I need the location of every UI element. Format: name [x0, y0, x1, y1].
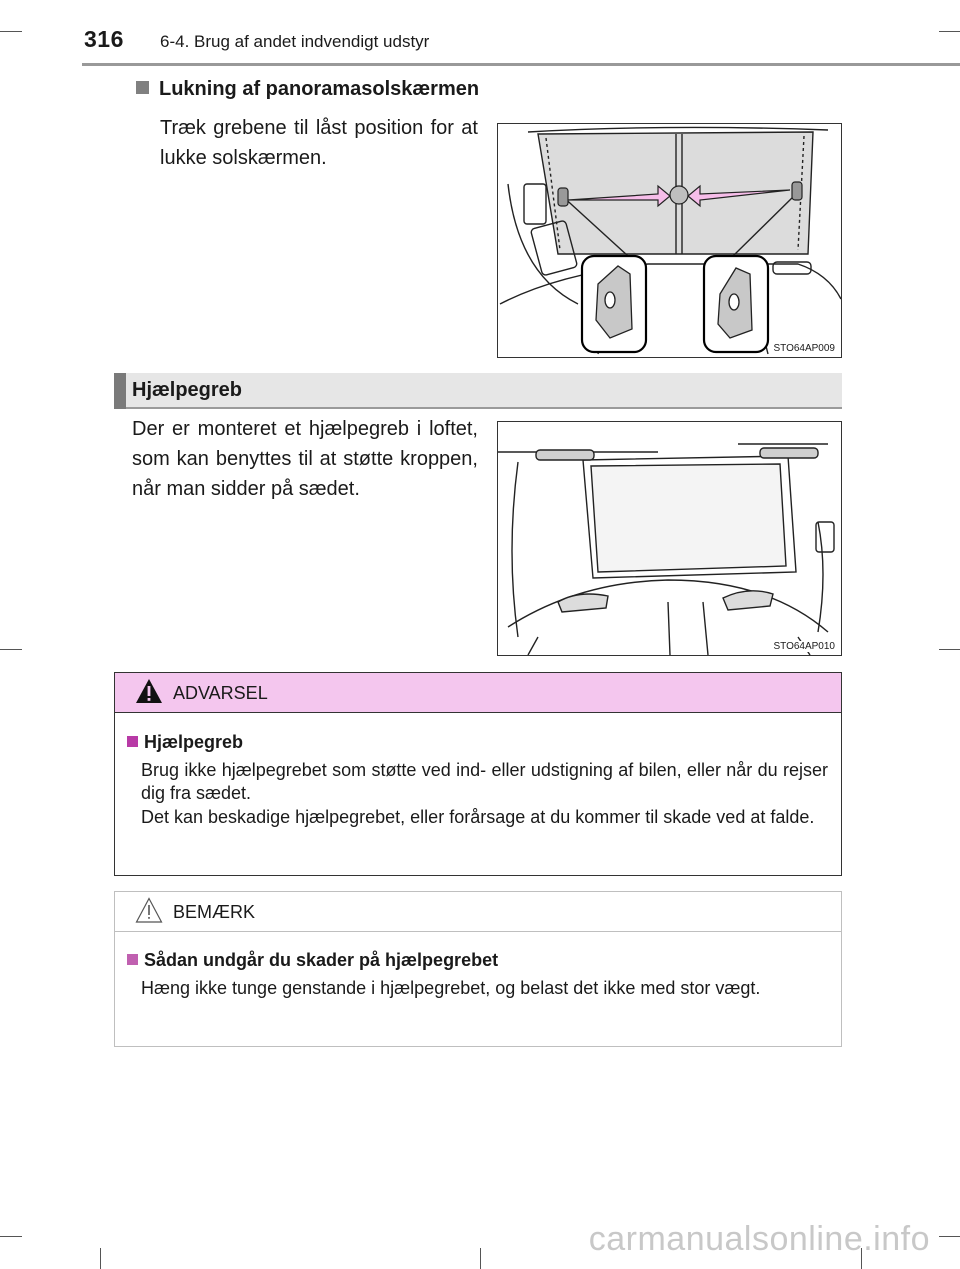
warning-box [114, 672, 842, 876]
notice-item-heading [127, 950, 498, 971]
assist-grip-illustration [497, 421, 842, 656]
notice-box [114, 891, 842, 1047]
sub-heading-text: Lukning af panoramasolskærmen [159, 78, 480, 100]
figure-code: STO64AP009 [773, 343, 835, 354]
warning-paragraph: Brug ikke hjælpegrebet som støtte ved ind- eller udstigning af bilen, eller når du rejser dig fra sædet. [141, 760, 828, 803]
closing-instruction: Træk grebene til låst position for at lukke solskærmen. [160, 117, 478, 169]
crop-mark [100, 1248, 101, 1269]
notice-header [115, 892, 841, 932]
warning-item-heading [127, 732, 243, 753]
crop-mark [0, 649, 22, 650]
notice-item-heading-text: Sådan undgår du skader på hjælpegrebet [144, 950, 499, 970]
warning-item-heading-text: Hjælpegreb [144, 732, 244, 752]
notice-paragraph: Hæng ikke tunge genstande i hjælpegrebet, og belast det ikke med stor vægt. [141, 978, 761, 998]
warning-header [115, 673, 841, 713]
caution-triangle-icon [135, 897, 163, 923]
header-rule [82, 63, 960, 66]
crop-mark [939, 649, 960, 650]
assist-grip-drawing [498, 422, 841, 655]
sub-heading [136, 78, 479, 101]
warning-paragraph: Det kan beskadige hjælpegrebet, eller forårsage at du kommer til skade ved at falde. [141, 807, 815, 827]
watermark: carmanualsonline.info [588, 1220, 930, 1258]
sunshade-drawing [498, 124, 841, 357]
section-header-bar [114, 373, 126, 409]
square-bullet-icon [127, 736, 138, 747]
crop-mark [939, 1236, 960, 1237]
notice-label: BEMÆRK [173, 902, 256, 922]
figure-code: STO64AP010 [773, 641, 835, 652]
assist-grip-description: Der er monteret et hjælpegreb i loftet, som kan benyttes til at støtte kroppen, når man sidder på sædet. [132, 418, 478, 500]
crop-mark [0, 1236, 22, 1237]
crop-mark [480, 1248, 481, 1269]
warning-triangle-icon [135, 678, 163, 704]
crop-mark [939, 31, 960, 32]
page-number: 316 [84, 26, 124, 52]
square-bullet-icon [136, 81, 149, 94]
chapter-title: 6-4. Brug af andet indvendigt udstyr [160, 32, 430, 51]
sunshade-illustration [497, 123, 842, 358]
crop-mark [0, 31, 22, 32]
warning-label: ADVARSEL [173, 683, 268, 703]
section-title: Hjælpegreb [132, 379, 243, 401]
square-bullet-icon [127, 954, 138, 965]
